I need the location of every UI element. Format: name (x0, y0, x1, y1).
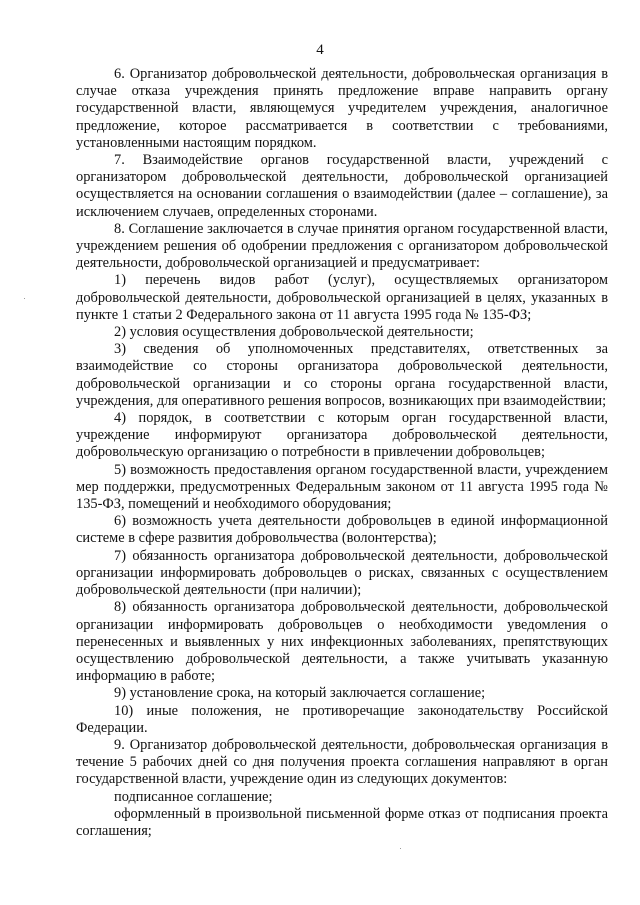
list-item-3: 3) сведения об уполномоченных представителях, ответственных за взаимодействие со стороны организатора добровольческой деятельности, добровольческой организации и со стороны органа государственной власти, учреждения, для оперативного решения вопросов, возникающих при взаимодействии; (76, 341, 608, 409)
list-item-4: 4) порядок, в соответствии с которым орган государственной власти, учреждение информируют организатора добровольческой деятельности, добровольческую организацию о потребности в привлечении добровольцев; (76, 410, 608, 461)
list-item-8: 8) обязанность организатора добровольческой деятельности, добровольческой организации информировать добровольцев о необходимости уведомления о перенесенных и выявленных у них инфекционных заболеваниях, препятствующих осуществлению добровольческой деятельности, а также учитывать указанную информацию в работе; (76, 599, 608, 685)
list-item-2: 2) условия осуществления добровольческой деятельности; (114, 324, 474, 341)
list-item-6: 6) возможность учета деятельности добровольцев в единой информационной системе в сфере развития добровольчества (волонтерства); (76, 513, 608, 547)
list-item-10: 10) иные положения, не противоречащие законодательству Российской Федерации. (76, 702, 608, 736)
list-item-7: 7) обязанность организатора добровольческой деятельности, добровольческой организации информировать добровольцев о рисках, связанных с осуществлением добровольческой деятельности (при наличии); (76, 547, 608, 599)
option-signed-agreement: подписанное соглашение; (114, 788, 273, 805)
paragraph-7: 7. Взаимодействие органов государственной власти, учреждений с организатором добровольческой деятельности, добровольческой организацией осуществляется на основании соглашения о взаимодействии (далее – соглашение), за исключением случаев, определенных сторонами. (76, 152, 608, 220)
paragraph-9: 9. Организатор добровольческой деятельности, добровольческая организация в течение 5 рабочих дней со дня получения проекта соглашения направляют в орган государственной власти, учреждение один из следующих документов: (76, 736, 608, 788)
list-item-9: 9) установление срока, на который заключается соглашение; (114, 685, 486, 702)
document-body (76, 66, 608, 840)
page-number: 4 (316, 42, 324, 58)
list-item-5: 5) возможность предоставления органом государственной власти, учреждением мер поддержки, предусмотренных Федеральным законом от 11 августа 1995 года № 135-ФЗ, помещений и необходимого оборудования; (76, 461, 608, 513)
paragraph-8: 8. Соглашение заключается в случае принятия органом государственной власти, учреждением решения об одобрении предложения с организатором добровольческой деятельности, добровольческой организацией и предусматривает: (76, 220, 608, 272)
paragraph-6: 6. Организатор добровольческой деятельности, добровольческая организация в случае отказа учреждения принять предложение вправе направить органу государственной власти, являющемуся учредителем учреждения, аналогичное предложение, которое рассматривается в соответствии с требованиями, установленными настоящим порядком. (76, 66, 608, 151)
list-item-1: 1) перечень видов работ (услуг), осуществляемых организатором добровольческой деятельности, добровольческой организацией в целях, указанных в пункте 1 статьи 2 Федерального закона от 11 августа 1995 года № 135-ФЗ; (76, 272, 608, 323)
option-refusal: оформленный в произвольной письменной форме отказ от подписания проекта соглашения; (76, 805, 608, 839)
scan-speck (24, 298, 25, 299)
scan-speck (400, 848, 401, 849)
